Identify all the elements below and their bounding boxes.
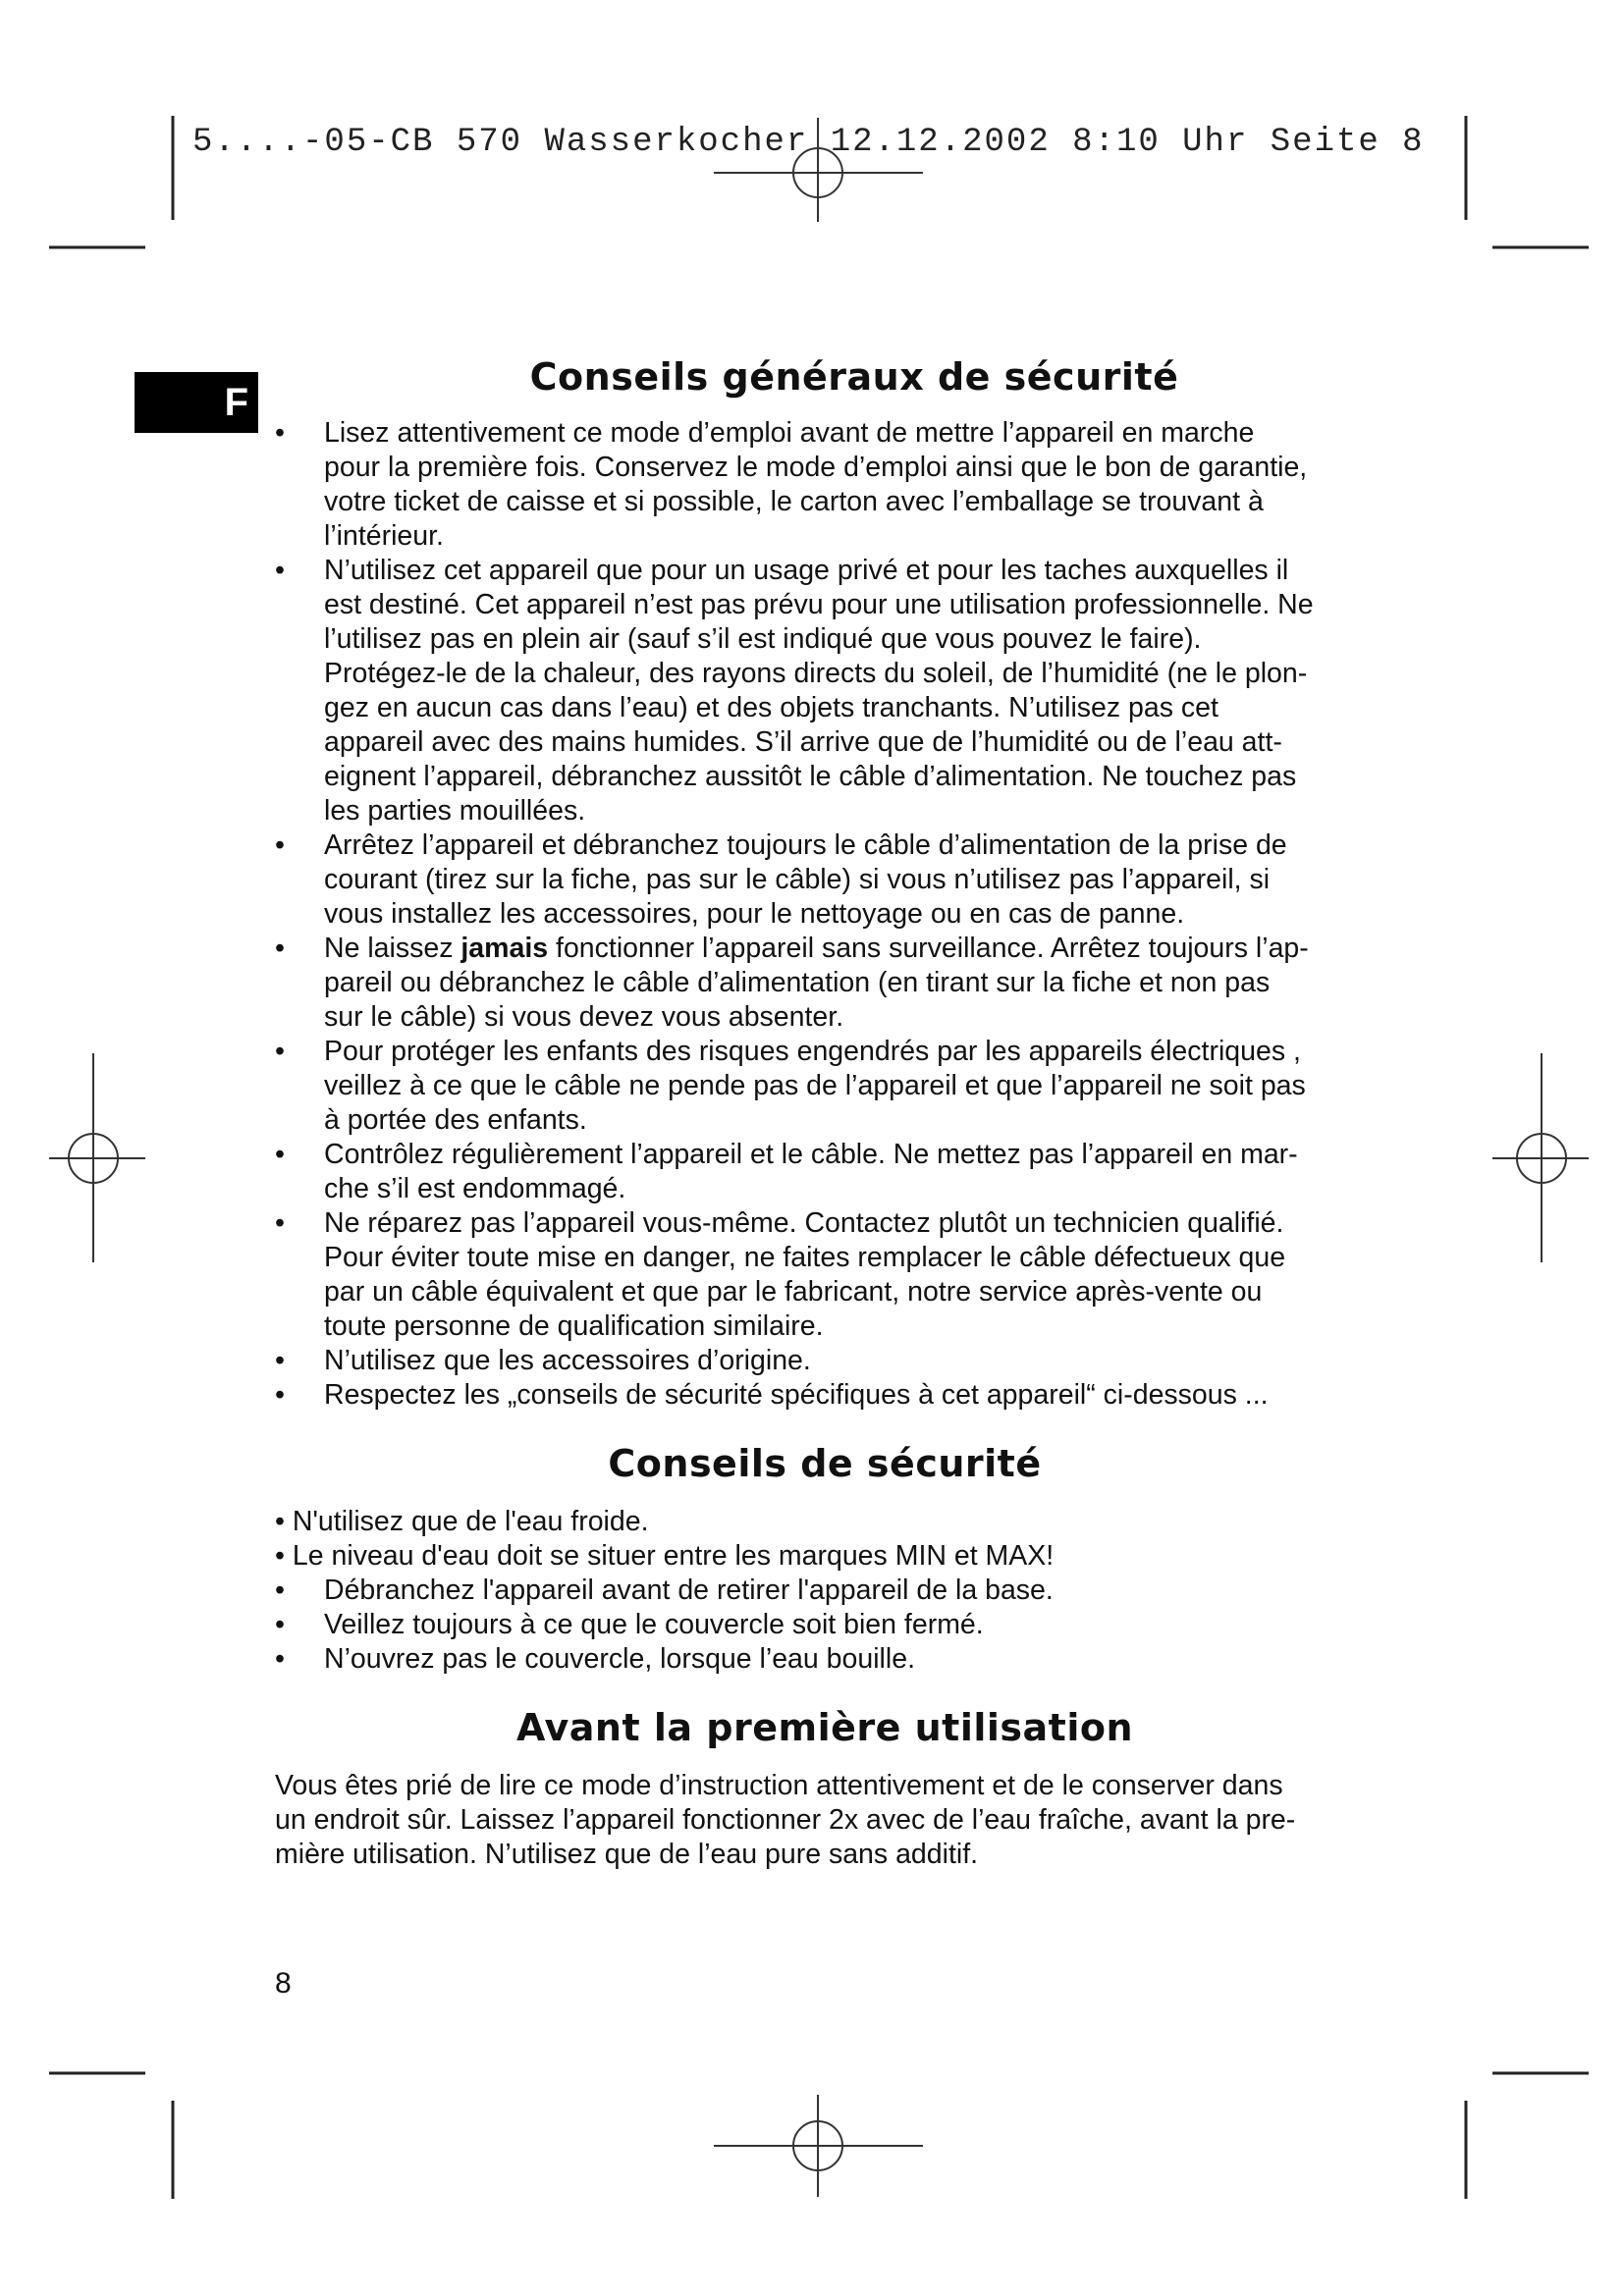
language-tab: F: [135, 372, 258, 433]
print-slug: 5....-05-CB 570 Wasserkocher 12.12.2002 8:10 Uhr Seite 8: [192, 124, 1425, 161]
bullet-icon: •: [275, 1575, 285, 1606]
list-item: • Ne réparez pas l’appareil vous-même. Contactez plutôt un technicien qualifié. Pour éviter toute mise en danger, ne faites remplacer le câble défectueux que par un câble équivalent et que par le fabricant, notre service après-vente ou toute personne de qualification similaire.: [275, 1207, 1286, 1342]
list-item: • N’utilisez cet appareil que pour un usage privé et pour les taches auxquelles il est destiné. Cet appareil n’est pas prévu pour une utilisation professionnelle. Ne l’utilisez pas en plein air (sauf s’il est indiqué que vous pouvez le faire). Protégez-le de la chaleur, des rayons directs du soleil, de l’humidité (ne le plon- gez en aucun cas dans l’eau) et des objets tranchants. N’utilisez pas cet appareil avec des mains humides. S’il arrive que de l’humidité ou de l’eau att- eignent l’appareil, débranchez aussitôt le câble d’alimentation. Ne touchez pas les parties mouillées.: [275, 555, 1314, 827]
page-number: 8: [275, 1967, 292, 2000]
section-first-use: [275, 1706, 1375, 1872]
section-title-general-safety: Conseils généraux de sécurité: [529, 355, 1179, 399]
first-use-paragraph: Vous êtes prié de lire ce mode d’instruction attentivement et de le conserver dans un endroit sûr. Laissez l’appareil fonctionner 2x avec de l’eau fraîche, avant la pre- mière utilisation. N’utilisez que de l’eau pure sans additif.: [275, 1770, 1296, 1870]
emphasis-jamais: jamais: [460, 933, 549, 964]
list-item: • Respectez les „conseils de sécurité spécifiques à cet appareil“ ci-dessous ...: [275, 1379, 1269, 1411]
list-item: • Pour protéger les enfants des risques engendrés par les appareils électriques , veillez à ce que le câble ne pende pas de l’appareil et que l’appareil ne soit pas à portée des enfants.: [275, 1036, 1306, 1136]
list-item: • Lisez attentivement ce mode d’emploi avant de mettre l’appareil en marche pour la première fois. Conservez le mode d’emploi ainsi que le bon de garantie, votre ticket de caisse et si possible, le carton avec l’emballage se trouvant à l’intérieur.: [275, 417, 1308, 552]
list-item: • N’utilisez que les accessoires d’origine.: [275, 1345, 811, 1376]
general-safety-list: [275, 416, 1375, 1413]
list-item: • Ne laissez jamais fonctionner l’appareil sans surveillance. Arrêtez toujours l’ap- pareil ou débranchez le câble d’alimentation (en tirant sur la fiche et non pas sur le câble) si vous devez vous absenter.: [275, 933, 1309, 1033]
specific-safety-list: [275, 1505, 1375, 1677]
bullet-icon: •: [275, 1139, 285, 1170]
page-content: [275, 355, 1375, 1872]
bullet-icon: •: [275, 1345, 285, 1376]
section-specific-safety: [275, 1442, 1375, 1677]
section-title-safety: Conseils de sécurité: [608, 1442, 1042, 1485]
list-item: • Le niveau d'eau doit se situer entre les marques MIN et MAX!: [275, 1540, 1055, 1572]
bullet-icon: •: [275, 933, 285, 964]
list-item: • N'utilisez que de l'eau froide.: [275, 1506, 649, 1537]
bullet-icon: •: [275, 1609, 285, 1640]
bullet-icon: •: [275, 1207, 285, 1239]
bullet-icon: •: [275, 555, 285, 586]
bullet-icon: •: [275, 1379, 285, 1411]
list-item: • Contrôlez régulièrement l’appareil et le câble. Ne mettez pas l’appareil en mar- che s’il est endommagé.: [275, 1139, 1298, 1204]
list-item: • Arrêtez l’appareil et débranchez toujours le câble d’alimentation de la prise de courant (tirez sur la fiche, pas sur le câble) si vous n’utilisez pas l’appareil, si vous installez les accessoires, pour le nettoyage ou en cas de panne.: [275, 829, 1287, 930]
list-item: • N’ouvrez pas le couvercle, lorsque l’eau bouille.: [275, 1643, 915, 1675]
bullet-icon: •: [275, 1643, 285, 1675]
bullet-icon: •: [275, 417, 285, 449]
bullet-icon: •: [275, 829, 285, 861]
section-title-first-use: Avant la première utilisation: [515, 1706, 1134, 1749]
list-item: • Veillez toujours à ce que le couvercle soit bien fermé.: [275, 1609, 984, 1640]
bullet-icon: •: [275, 1036, 285, 1067]
list-item: • Débranchez l'appareil avant de retirer l'appareil de la base.: [275, 1575, 1054, 1606]
